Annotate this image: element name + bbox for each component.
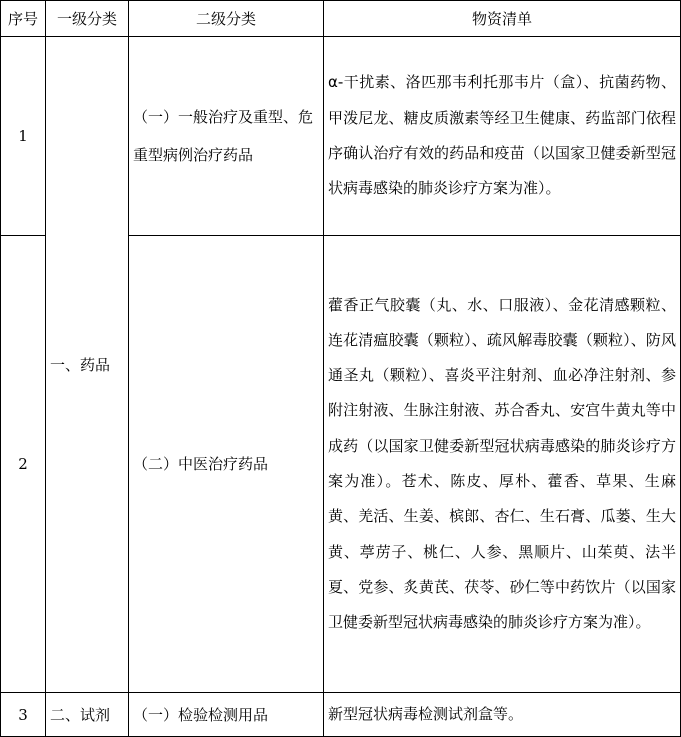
table-header-row: [1, 1, 681, 37]
row-level1: 二、试剂: [46, 693, 129, 737]
header-level1: 一级分类: [46, 1, 129, 37]
table-row: [1, 693, 681, 737]
row-list: 藿香正气胶囊（丸、水、口服液）、金花清感颗粒、连花清瘟胶囊（颗粒）、疏风解毒胶囊（颗粒）、防风通圣丸（颗粒）、喜炎平注射剂、血必净注射剂、参附注射液、生脉注射液、苏合香丸、安宫牛黄丸等中成药（以国家卫健委新型冠状病毒感染的肺炎诊疗方案为准）。苍术、陈皮、厚朴、藿香、草果、生麻黄、羌活、生姜、槟郎、杏仁、生石膏、瓜蒌、生大黄、葶苈子、桃仁、人参、黑顺片、山茱萸、法半夏、党参、炙黄芪、茯苓、砂仁等中药饮片（以国家卫健委新型冠状病毒感染的肺炎诊疗方案为准）。: [324, 236, 681, 693]
row-level1: 一、药品: [46, 37, 129, 693]
row-list: α-干扰素、洛匹那韦利托那韦片（盒）、抗菌药物、甲泼尼龙、糖皮质激素等经卫生健康、药监部门依程序确认治疗有效的药品和疫苗（以国家卫健委新型冠状病毒感染的肺炎诊疗方案为准）。: [324, 37, 681, 236]
row-seq: 1: [1, 37, 46, 236]
row-level2: （二）中医治疗药品: [129, 236, 324, 693]
header-list: 物资清单: [324, 1, 681, 37]
row-seq: 2: [1, 236, 46, 693]
row-level2: （一）一般治疗及重型、危重型病例治疗药品: [129, 37, 324, 236]
row-seq: 3: [1, 693, 46, 737]
table-row: [1, 37, 681, 236]
header-seq: 序号: [1, 1, 46, 37]
row-level2: （一）检验检测用品: [129, 693, 324, 737]
header-level2: 二级分类: [129, 1, 324, 37]
row-list: 新型冠状病毒检测试剂盒等。: [324, 693, 681, 737]
